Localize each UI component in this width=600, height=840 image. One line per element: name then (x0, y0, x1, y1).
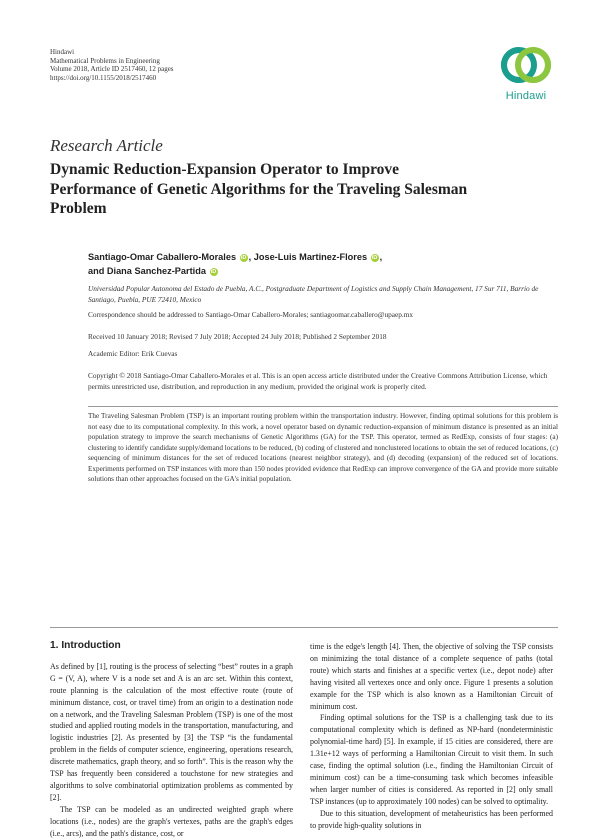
abstract: The Traveling Salesman Problem (TSP) is an important routing problem within the transportation industry. However, finding optimal solutions for this problem is not easy due to its computational complexity. In this work, a novel operator based on dynamic reduction-expansion of minimum distance is presented as an initial population strategy to improve the search mechanisms of Genetic Algorithms (GA) for the TSP. This operator, termed as RedExp, consists of four stages: (a) clustering to identify candidate supply/demand locations to be reduced, (b) coding of clustered and nonclustered locations to obtain the set of reduced locations, (c) sequencing of minimum distances for the set of reduced locations (nearest neighbor strategy), and (d) decoding (expansion) of the reduced set of locations. Experiments performed on TSP instances with more than 150 nodes provided evidence that RedExp can improve convergence of the GA and provide more suitable solutions than other approaches focused on the GA's initial population. (88, 412, 558, 484)
logo-wordmark: Hindawi (505, 90, 547, 102)
paragraph: The TSP can be modeled as an undirected weighted graph where locations (i.e., nodes) are the graph's vertexes, paths are the graph's edges (i.e., arcs), and the path's distance, cost, or (50, 804, 293, 838)
orcid-icon[interactable]: iD (240, 254, 247, 261)
affiliation: Universidad Popular Autonoma del Estado de Puebla, A.C., Postgraduate Department of Logistics and Supply Chain Management, 17 Sur 711, Barrio de Santiago, Puebla, PUE 72410, Mexico (88, 284, 539, 304)
article-type: Research Article (50, 136, 163, 155)
volume-info: Volume 2018, Article ID 2517460, 12 pages (50, 65, 174, 73)
doi-link[interactable]: https://doi.org/10.1155/2018/2517460 (50, 73, 157, 82)
academic-editor: Academic Editor: Erik Cuevas (88, 349, 178, 358)
history-dates: Received 10 January 2018; Revised 7 July 2018; Accepted 24 July 2018; Published 2 September 2018 (88, 332, 387, 341)
paragraph: Due to this situation, development of metaheuristics has been performed to provide high-quality solutions in (310, 808, 553, 830)
copyright-notice: Copyright © 2018 Santiago-Omar Caballero-Morales et al. This is an open access article distributed under the Creative Commons Attribution License, which permits unrestricted use, distribution, and reproduction in any medium, provided the original work is properly cited. (88, 371, 548, 391)
paragraph: time is the edge's length [4]. Then, the objective of solving the TSP consists on minimizing the total distance of a complete sequence of paths (total route) which starts and finishes at a specific vertex (i.e., depot node) after having visited all vertexes once and only once. Figure 1 presents a solution example for the TSP which is also known as a Hamiltonian Circuit of minimum cost. (310, 642, 553, 711)
divider (50, 627, 558, 628)
journal-name: Mathematical Problems in Engineering (50, 56, 160, 65)
paragraph: Finding optimal solutions for the TSP is a challenging task due to its computational complexity which is defined as NP-hard (nondeterministic polynomial-time hard) [5]. In example, if 15 cities are considered, there are 1.31e+12 ways of performing a Hamiltonian Circuit to visit them. In such case, finding the optimal solution (i.e., finding the Hamiltonian Circuit of minimum cost) can be a time-consuming task which becomes infeasible when larger number of cities is considered. As reported in [2] only small TSP instances (up to approximately 100 nodes) can be solved to optimality. (310, 713, 553, 806)
left-column (50, 640, 293, 840)
publisher-name: Hindawi (50, 48, 75, 56)
author-name[interactable]: and Diana Sanchez-Partida (88, 266, 206, 276)
orcid-icon[interactable]: iD (210, 268, 217, 275)
paragraph: As defined by [1], routing is the process of selecting “best” routes in a graph G = (V, A), where V is a node set and A is an arc set. Within this context, route planning is the calculation of the most effective route (route of minimum distance, cost, or travel time) from an origin to a destination node on a network, and the Traveling Salesman Problem (TSP) is one of the most studied and applied routing models in the transportation, manufacturing, and logistic industries [2]. As presented by [3] the TSP “is the fundamental problem in the fields of computer science, engineering, operations research, discrete mathematics, graph theory, and so forth”. This is the reason why the TSP has frequently been considered a touchstone for new strategies and algorithms to solve combinatorial optimization problems as commented by [2]. (50, 661, 293, 802)
right-column (310, 641, 553, 832)
journal-meta (50, 48, 174, 82)
correspondence: Correspondence should be addressed to Santiago-Omar Caballero-Morales; santiagoomar.caballero@upaep.mx (88, 310, 414, 319)
orcid-icon[interactable]: iD (371, 254, 378, 261)
hindawi-logo-icon (494, 42, 558, 88)
author-name[interactable]: Jose-Luis Martinez-Flores (253, 252, 368, 262)
hindawi-logo (494, 42, 558, 108)
article-title: Dynamic Reduction-Expansion Operator to Improve Performance of Genetic Algorithms for the Traveling Salesman Problem (50, 161, 468, 217)
author-list: Santiago-Omar Caballero-Morales iD , Jose-Luis Martinez-Flores iD , and Diana Sanchez-Partida iD (88, 252, 383, 276)
section-heading: 1. Introduction (50, 640, 121, 651)
author-name[interactable]: Santiago-Omar Caballero-Morales (88, 252, 237, 262)
divider (88, 406, 558, 407)
